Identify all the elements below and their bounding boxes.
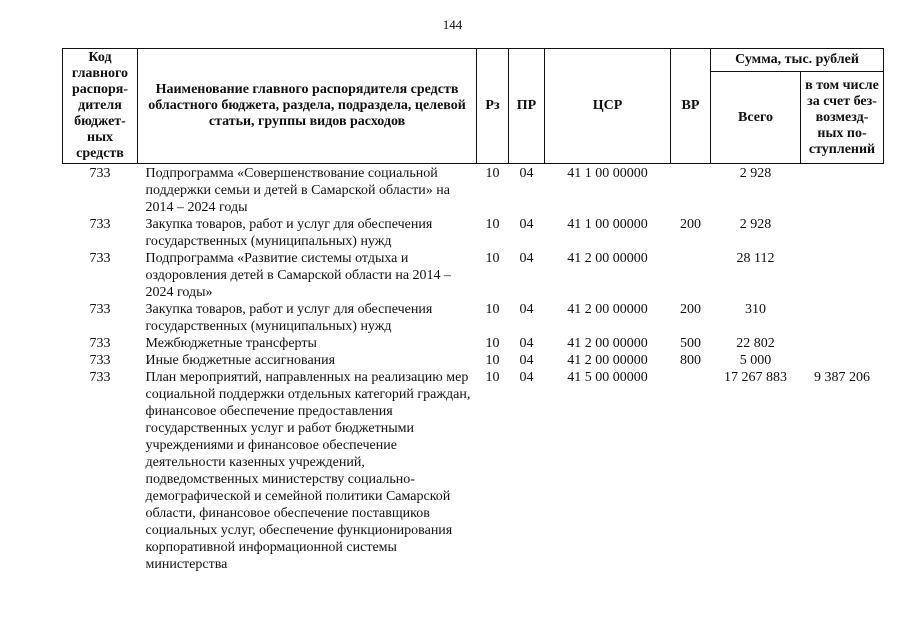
cell-rz: 10 bbox=[485, 370, 500, 385]
cell-including bbox=[801, 301, 884, 335]
cell-including bbox=[801, 216, 884, 250]
header-code: Код главного распоря-дителя бюджет-ных средств bbox=[63, 49, 138, 164]
cell-including bbox=[801, 164, 884, 217]
cell-vr: 500 bbox=[680, 336, 701, 351]
cell-including bbox=[801, 335, 884, 352]
header-including: в том числе за счет без-возмезд-ных по-ступлений bbox=[801, 72, 884, 164]
cell-csr: 41 5 00 00000 bbox=[567, 370, 648, 385]
cell-csr: 41 2 00 00000 bbox=[567, 251, 648, 266]
table-body bbox=[63, 164, 884, 574]
cell-total: 2 928 bbox=[739, 166, 772, 181]
cell-rz: 10 bbox=[485, 302, 500, 317]
cell-rz: 10 bbox=[485, 217, 500, 232]
cell-csr: 41 2 00 00000 bbox=[567, 302, 648, 317]
cell-vr: 200 bbox=[680, 302, 701, 317]
cell-csr: 41 1 00 00000 bbox=[567, 217, 648, 232]
cell-csr: 41 2 00 00000 bbox=[567, 353, 648, 368]
table-row bbox=[63, 216, 884, 250]
cell-code: 733 bbox=[89, 302, 111, 317]
cell-code: 733 bbox=[89, 166, 111, 181]
table-row bbox=[63, 335, 884, 352]
cell-vr bbox=[671, 164, 711, 217]
page-number: 144 bbox=[442, 17, 463, 32]
cell-code: 733 bbox=[89, 336, 111, 351]
table-row bbox=[63, 352, 884, 369]
cell-code: 733 bbox=[89, 353, 111, 368]
cell-total: 17 267 883 bbox=[724, 370, 787, 385]
cell-pr: 04 bbox=[519, 302, 534, 317]
table-row bbox=[63, 164, 884, 217]
cell-csr: 41 2 00 00000 bbox=[567, 336, 648, 351]
cell-code: 733 bbox=[89, 370, 111, 385]
cell-rz: 10 bbox=[485, 166, 500, 181]
cell-rz: 10 bbox=[485, 251, 500, 266]
cell-including bbox=[801, 352, 884, 369]
cell-pr: 04 bbox=[519, 353, 534, 368]
cell-pr: 04 bbox=[519, 217, 534, 232]
cell-name: Иные бюджетные ассигнования bbox=[145, 353, 336, 368]
header-name: Наименование главного распорядителя средств областного бюджета, раздела, подраздела, целевой статьи, группы видов расходов bbox=[138, 49, 477, 164]
cell-total: 2 928 bbox=[739, 217, 772, 232]
cell-pr: 04 bbox=[519, 336, 534, 351]
cell-name: Закупка товаров, работ и услуг для обеспечения государственных (муниципальных) нужд bbox=[145, 302, 433, 334]
cell-vr bbox=[671, 369, 711, 573]
header-rz: Рз bbox=[477, 49, 509, 164]
cell-code: 733 bbox=[89, 251, 111, 266]
cell-total: 22 802 bbox=[736, 336, 775, 351]
table-row bbox=[63, 250, 884, 301]
cell-total: 28 112 bbox=[736, 251, 775, 266]
header-total: Всего bbox=[711, 72, 801, 164]
cell-total: 310 bbox=[745, 302, 766, 317]
table-row bbox=[63, 301, 884, 335]
cell-pr: 04 bbox=[519, 166, 534, 181]
cell-name: Межбюджетные трансферты bbox=[145, 336, 317, 351]
cell-vr bbox=[671, 250, 711, 301]
cell-total: 5 000 bbox=[739, 353, 772, 368]
header-pr: ПР bbox=[509, 49, 545, 164]
cell-code: 733 bbox=[89, 217, 111, 232]
table-header bbox=[63, 49, 884, 164]
cell-name: Подпрограмма «Развитие системы отдыха и оздоровления детей в Самарской области на 2014 – 2024 годы» bbox=[145, 251, 452, 300]
cell-vr: 200 bbox=[680, 217, 701, 232]
cell-rz: 10 bbox=[485, 353, 500, 368]
cell-vr: 800 bbox=[680, 353, 701, 368]
header-csr: ЦСР bbox=[545, 49, 671, 164]
cell-including: 9 387 206 bbox=[814, 370, 870, 385]
cell-csr: 41 1 00 00000 bbox=[567, 166, 648, 181]
cell-including bbox=[801, 250, 884, 301]
cell-name: Закупка товаров, работ и услуг для обеспечения государственных (муниципальных) нужд bbox=[145, 217, 433, 249]
budget-table bbox=[62, 48, 884, 573]
cell-pr: 04 bbox=[519, 251, 534, 266]
header-vr: ВР bbox=[671, 49, 711, 164]
cell-name: План мероприятий, направленных на реализацию мер социальной поддержки отдельных категорий граждан, финансовое обеспечение предоставления государственных услуг и работ бюджетными учреждениями и финансовое обеспечение деятельности казенных учреждений, подведомственных министерству социально-демографической и семейной политики Самарской области, финансовое обеспечение поставщиков социальных услуг, обеспечение функционирования корпоративной информационной системы министерства bbox=[145, 370, 471, 572]
cell-name: Подпрограмма «Совершенствование социальной поддержки семьи и детей в Самарской области» на 2014 – 2024 годы bbox=[145, 166, 450, 215]
cell-rz: 10 bbox=[485, 336, 500, 351]
table-row bbox=[63, 369, 884, 573]
header-sum: Сумма, тыс. рублей bbox=[711, 49, 884, 72]
cell-pr: 04 bbox=[519, 370, 534, 385]
